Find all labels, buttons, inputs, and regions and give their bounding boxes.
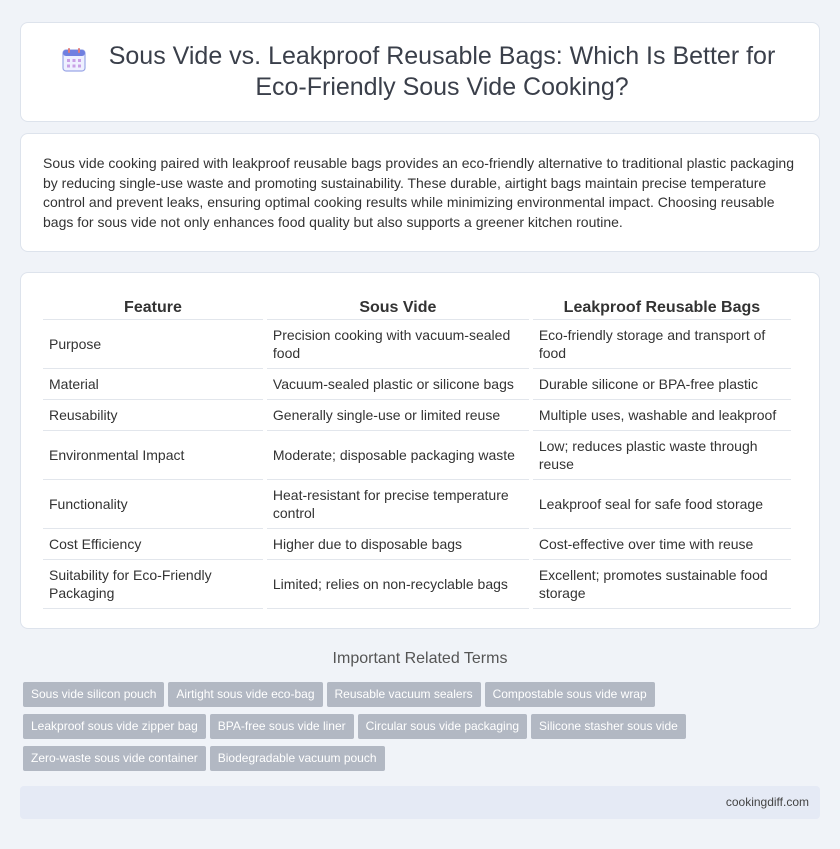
- related-tag[interactable]: Compostable sous vide wrap: [485, 682, 655, 707]
- related-terms-title: Important Related Terms: [332, 650, 508, 667]
- row-sous-vide: Limited; relies on non-recyclable bags: [267, 560, 529, 609]
- related-tags: [23, 682, 823, 778]
- related-tag[interactable]: Sous vide silicon pouch: [23, 682, 164, 707]
- row-feature: Suitability for Eco-Friendly Packaging: [43, 560, 263, 609]
- row-feature: Cost Efficiency: [43, 529, 263, 560]
- header-card: [20, 22, 820, 122]
- related-tag[interactable]: Reusable vacuum sealers: [327, 682, 481, 707]
- table-row: [43, 529, 791, 560]
- intro-paragraph: Sous vide cooking paired with leakproof reusable bags provides an eco-friendly alternative to traditional plastic packaging by reducing single-use waste and promoting sustainability. These durable, airtight bags maintain precise temperature control and prevent leaks, ensuring optimal cooking results while minimizing environmental impact. Choosing reusable bags for sous vide not only enhances food quality but also supports a greener kitchen routine.: [43, 155, 794, 230]
- table-row: [43, 431, 791, 480]
- row-leakproof: Leakproof seal for safe food storage: [533, 480, 791, 529]
- table-row: [43, 369, 791, 400]
- related-tag[interactable]: Biodegradable vacuum pouch: [210, 746, 385, 771]
- row-feature: Purpose: [43, 320, 263, 369]
- table-row: [43, 480, 791, 529]
- related-tag[interactable]: Circular sous vide packaging: [358, 714, 527, 739]
- calendar-icon: [61, 47, 87, 73]
- title-wrap: [61, 41, 779, 103]
- row-sous-vide: Generally single-use or limited reuse: [267, 400, 529, 431]
- row-leakproof: Durable silicone or BPA-free plastic: [533, 369, 791, 400]
- related-tag[interactable]: BPA-free sous vide liner: [210, 714, 354, 739]
- row-sous-vide: Vacuum-sealed plastic or silicone bags: [267, 369, 529, 400]
- header-sous-vide: Sous Vide: [267, 295, 529, 320]
- intro-card: [20, 133, 820, 252]
- header-leakproof-bags: Leakproof Reusable Bags: [533, 295, 791, 320]
- table-row: [43, 560, 791, 609]
- table-row: [43, 320, 791, 369]
- footer-site-link[interactable]: cookingdiff.com: [725, 795, 809, 809]
- row-sous-vide: Higher due to disposable bags: [267, 529, 529, 560]
- row-sous-vide: Moderate; disposable packaging waste: [267, 431, 529, 480]
- row-leakproof: Cost-effective over time with reuse: [533, 529, 791, 560]
- related-tag[interactable]: Leakproof sous vide zipper bag: [23, 714, 206, 739]
- row-feature: Environmental Impact: [43, 431, 263, 480]
- related-tag[interactable]: Airtight sous vide eco-bag: [168, 682, 322, 707]
- row-leakproof: Low; reduces plastic waste through reuse: [533, 431, 791, 480]
- footer: [20, 786, 820, 819]
- row-feature: Material: [43, 369, 263, 400]
- comparison-table: [39, 295, 795, 609]
- row-leakproof: Multiple uses, washable and leakproof: [533, 400, 791, 431]
- table-row: [43, 400, 791, 431]
- row-feature: Reusability: [43, 400, 263, 431]
- related-tag[interactable]: Zero-waste sous vide container: [23, 746, 206, 771]
- comparison-card: [20, 272, 820, 629]
- table-header-row: [43, 295, 791, 320]
- header-feature: Feature: [43, 295, 263, 320]
- page-title: Sous Vide vs. Leakproof Reusable Bags: Which Is Better for Eco-Friendly Sous Vide Cooking?: [108, 42, 776, 101]
- related-tag[interactable]: Silicone stasher sous vide: [531, 714, 686, 739]
- row-sous-vide: Heat-resistant for precise temperature control: [267, 480, 529, 529]
- row-sous-vide: Precision cooking with vacuum-sealed food: [267, 320, 529, 369]
- row-leakproof: Eco-friendly storage and transport of food: [533, 320, 791, 369]
- row-feature: Functionality: [43, 480, 263, 529]
- row-leakproof: Excellent; promotes sustainable food storage: [533, 560, 791, 609]
